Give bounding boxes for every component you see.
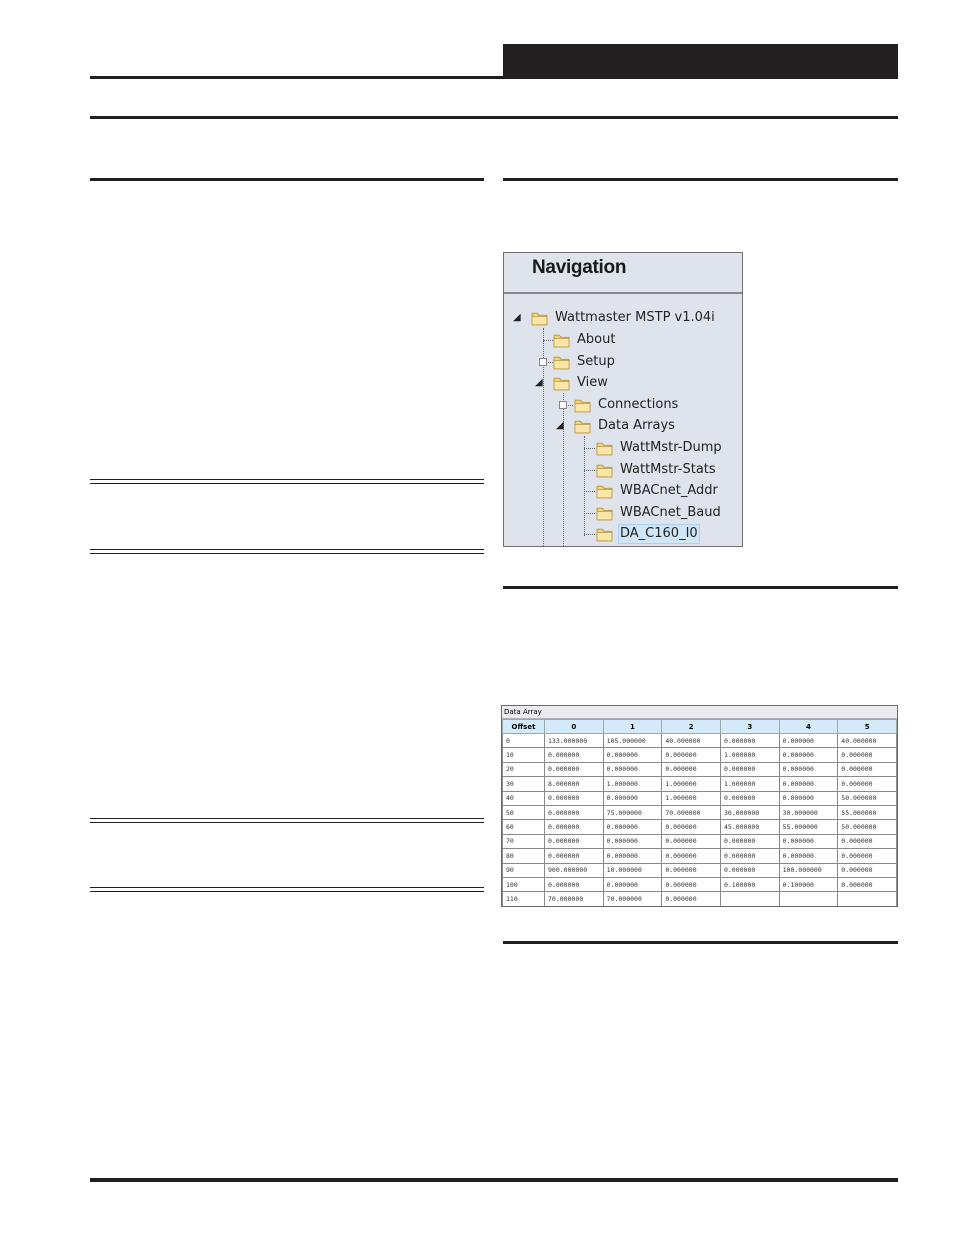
folder-icon [596,505,613,522]
table-row [503,791,897,805]
value-cell[interactable]: 0.000000 [603,834,662,848]
value-cell[interactable]: 40.000000 [662,734,721,748]
tree-item-label: WBACnet_Addr [620,483,718,498]
tree-item-view[interactable] [553,373,610,393]
value-cell[interactable]: 100.000000 [779,863,838,877]
top-rule [90,116,898,119]
tree-line [584,470,595,471]
value-cell[interactable]: 0.000000 [720,734,779,748]
value-cell[interactable]: 0.000000 [662,849,721,863]
table-row [503,748,897,762]
value-cell[interactable]: 0.000000 [603,748,662,762]
tree-line [584,436,585,536]
note-box-1-top-b [90,483,484,484]
data-array-panel [501,705,898,907]
value-cell[interactable]: 0.000000 [838,777,897,791]
tree-item-label: WattMstr-Dump [620,440,722,455]
tree-item-setup[interactable] [553,352,617,372]
column-header: 0 [545,720,604,734]
column-header: 1 [603,720,662,734]
value-cell[interactable]: 0.000000 [603,849,662,863]
value-cell[interactable]: 0.000000 [720,863,779,877]
navigation-panel [503,252,743,547]
data-array-title: Data Array [502,706,897,719]
offset-cell[interactable]: 70 [503,834,545,848]
value-cell[interactable]: 0.000000 [838,834,897,848]
table-row [503,820,897,834]
column-header: 3 [720,720,779,734]
value-cell[interactable]: 55.000000 [838,805,897,819]
tree-item-wattmstr-dump[interactable] [596,438,724,458]
tree-item-label: WattMstr-Stats [620,462,716,477]
value-cell[interactable]: 0.000000 [662,748,721,762]
tree-line [584,534,595,535]
table-row [503,734,897,748]
note-box-2-top-b [90,822,484,823]
value-cell[interactable]: 70.000000 [603,892,662,906]
tree-line [584,448,595,449]
value-cell[interactable]: 0.000000 [603,877,662,891]
table-row [503,777,897,791]
tree-item-label: Wattmaster MSTP v1.04i [555,310,715,325]
folder-icon [596,483,613,500]
value-cell[interactable]: 1.000000 [662,777,721,791]
value-cell[interactable]: 0.000000 [545,877,604,891]
offset-cell[interactable]: 110 [503,892,545,906]
column-header: 4 [779,720,838,734]
value-cell[interactable]: 0.000000 [603,762,662,776]
value-cell[interactable]: 133.000000 [545,734,604,748]
table-row [503,863,897,877]
value-cell[interactable] [720,892,779,906]
tree-item-label: DA_C160_I0 [618,524,700,544]
table-row [503,805,897,819]
value-cell[interactable]: 0.000000 [545,834,604,848]
value-cell[interactable]: 10.000000 [603,863,662,877]
value-cell[interactable]: 30.000000 [720,805,779,819]
value-cell[interactable]: 0.000000 [779,791,838,805]
value-cell[interactable] [838,892,897,906]
value-cell[interactable]: 70.000000 [545,892,604,906]
collapsed-expander-icon[interactable] [539,358,547,366]
value-cell[interactable]: 0.000000 [545,805,604,819]
value-cell[interactable]: 0.000000 [545,762,604,776]
offset-cell[interactable]: 90 [503,863,545,877]
right-section-rule-3 [503,941,898,944]
value-cell[interactable]: 1.000000 [662,791,721,805]
note-box-1-bottom-b [90,553,484,554]
expanded-triangle-icon[interactable]: ◢ [513,312,521,323]
tree-line [584,491,595,492]
value-cell[interactable]: 75.000000 [603,805,662,819]
footer-rule [90,1178,898,1182]
offset-cell[interactable]: 0 [503,734,545,748]
tree-item-about[interactable] [553,330,617,350]
value-cell[interactable]: 8.000000 [545,777,604,791]
value-cell[interactable]: 0.000000 [545,748,604,762]
table-row [503,877,897,891]
value-cell[interactable]: 0.000000 [779,834,838,848]
value-cell[interactable]: 50.000000 [838,791,897,805]
offset-cell[interactable]: 30 [503,777,545,791]
value-cell[interactable]: 30.000000 [779,805,838,819]
note-box-1-bottom [90,549,484,550]
offset-cell[interactable]: 60 [503,820,545,834]
tree-item-label: View [577,375,608,390]
folder-icon [596,462,613,479]
value-cell[interactable]: 0.000000 [603,791,662,805]
folder-icon [596,440,613,457]
offset-cell[interactable]: 80 [503,849,545,863]
value-cell[interactable]: 0.000000 [662,877,721,891]
value-cell[interactable] [779,892,838,906]
value-cell[interactable]: 0.000000 [662,834,721,848]
value-cell[interactable]: 0.000000 [720,791,779,805]
tree-item-label: Setup [577,354,615,369]
value-cell[interactable]: 0.000000 [779,748,838,762]
data-array-body [503,734,897,907]
folder-icon [553,332,570,349]
table-header-row [503,720,897,734]
tree-item-root[interactable] [531,308,717,328]
right-section-rule-2 [503,586,898,589]
offset-cell[interactable]: 20 [503,762,545,776]
folder-icon [531,310,548,327]
value-cell[interactable]: 0.000000 [779,762,838,776]
offset-cell[interactable]: 100 [503,877,545,891]
value-cell[interactable]: 0.000000 [838,863,897,877]
offset-cell[interactable]: 10 [503,748,545,762]
column-header: 2 [662,720,721,734]
value-cell[interactable]: 1.000000 [720,748,779,762]
note-box-2-bottom [90,887,484,888]
value-cell[interactable]: 0.000000 [662,892,721,906]
value-cell[interactable]: 0.000000 [545,820,604,834]
folder-icon [574,397,591,414]
tree-line [563,393,564,546]
folder-icon [596,526,613,543]
note-box-2-top [90,818,484,819]
tree-line [584,513,595,514]
navigation-title: Navigation [532,257,627,278]
note-box-2-bottom-b [90,891,484,892]
expanded-triangle-icon[interactable]: ◢ [535,377,543,388]
offset-cell[interactable]: 50 [503,805,545,819]
value-cell[interactable]: 0.000000 [838,849,897,863]
tree-item-data-arrays[interactable] [574,416,677,436]
tree-line [543,340,553,341]
value-cell[interactable]: 0.000000 [838,877,897,891]
value-cell[interactable]: 0.000000 [779,849,838,863]
value-cell[interactable]: 0.000000 [720,762,779,776]
value-cell[interactable]: 0.000000 [779,734,838,748]
value-cell[interactable]: 55.000000 [779,820,838,834]
navigation-divider [504,292,742,294]
value-cell[interactable]: 0.000000 [662,820,721,834]
value-cell[interactable]: 1.000000 [720,777,779,791]
header-black-tab [503,44,898,79]
value-cell[interactable]: 0.000000 [720,849,779,863]
tree-item-label: WBACnet_Baud [620,505,721,520]
tree-item-label: About [577,332,616,347]
folder-icon [574,418,591,435]
right-section-rule-1 [503,178,898,181]
left-section-rule-1 [90,178,484,181]
value-cell[interactable]: 0.000000 [779,777,838,791]
expanded-triangle-icon[interactable]: ◢ [556,420,564,431]
tree-item-label: Connections [598,397,679,412]
tree-item-connections[interactable] [574,395,680,415]
tree-item-wbacnet-addr[interactable] [596,481,720,501]
table-row [503,762,897,776]
table-row [503,834,897,848]
collapsed-expander-icon[interactable] [559,401,567,409]
value-cell[interactable]: 40.000000 [838,734,897,748]
value-cell[interactable]: 0.100000 [720,877,779,891]
value-cell[interactable]: 0.000000 [662,762,721,776]
value-cell[interactable]: 0.000000 [662,863,721,877]
value-cell[interactable]: 0.000000 [603,820,662,834]
value-cell[interactable]: 70.000000 [662,805,721,819]
value-cell[interactable]: 0.000000 [838,748,897,762]
value-cell[interactable]: 0.000000 [838,762,897,776]
tree-item-wattmstr-stats[interactable] [596,460,718,480]
value-cell[interactable]: 105.000000 [603,734,662,748]
header-rule [90,76,503,79]
note-box-1-top [90,479,484,480]
tree-item-label: Data Arrays [598,418,675,433]
column-header: Offset [503,720,545,734]
value-cell[interactable]: 0.000000 [545,849,604,863]
value-cell[interactable]: 1.000000 [603,777,662,791]
column-header: 5 [838,720,897,734]
value-cell[interactable]: 50.000000 [838,820,897,834]
value-cell[interactable]: 0.100000 [779,877,838,891]
value-cell[interactable]: 0.000000 [545,791,604,805]
table-row [503,849,897,863]
tree-item-da-c160-i0[interactable] [596,524,700,544]
value-cell[interactable]: 900.000000 [545,863,604,877]
table-row [503,892,897,906]
folder-icon [553,375,570,392]
offset-cell[interactable]: 40 [503,791,545,805]
folder-icon [553,354,570,371]
data-array-table [502,719,897,907]
value-cell[interactable]: 45.000000 [720,820,779,834]
tree-item-wbacnet-baud[interactable] [596,503,723,523]
value-cell[interactable]: 0.000000 [720,834,779,848]
